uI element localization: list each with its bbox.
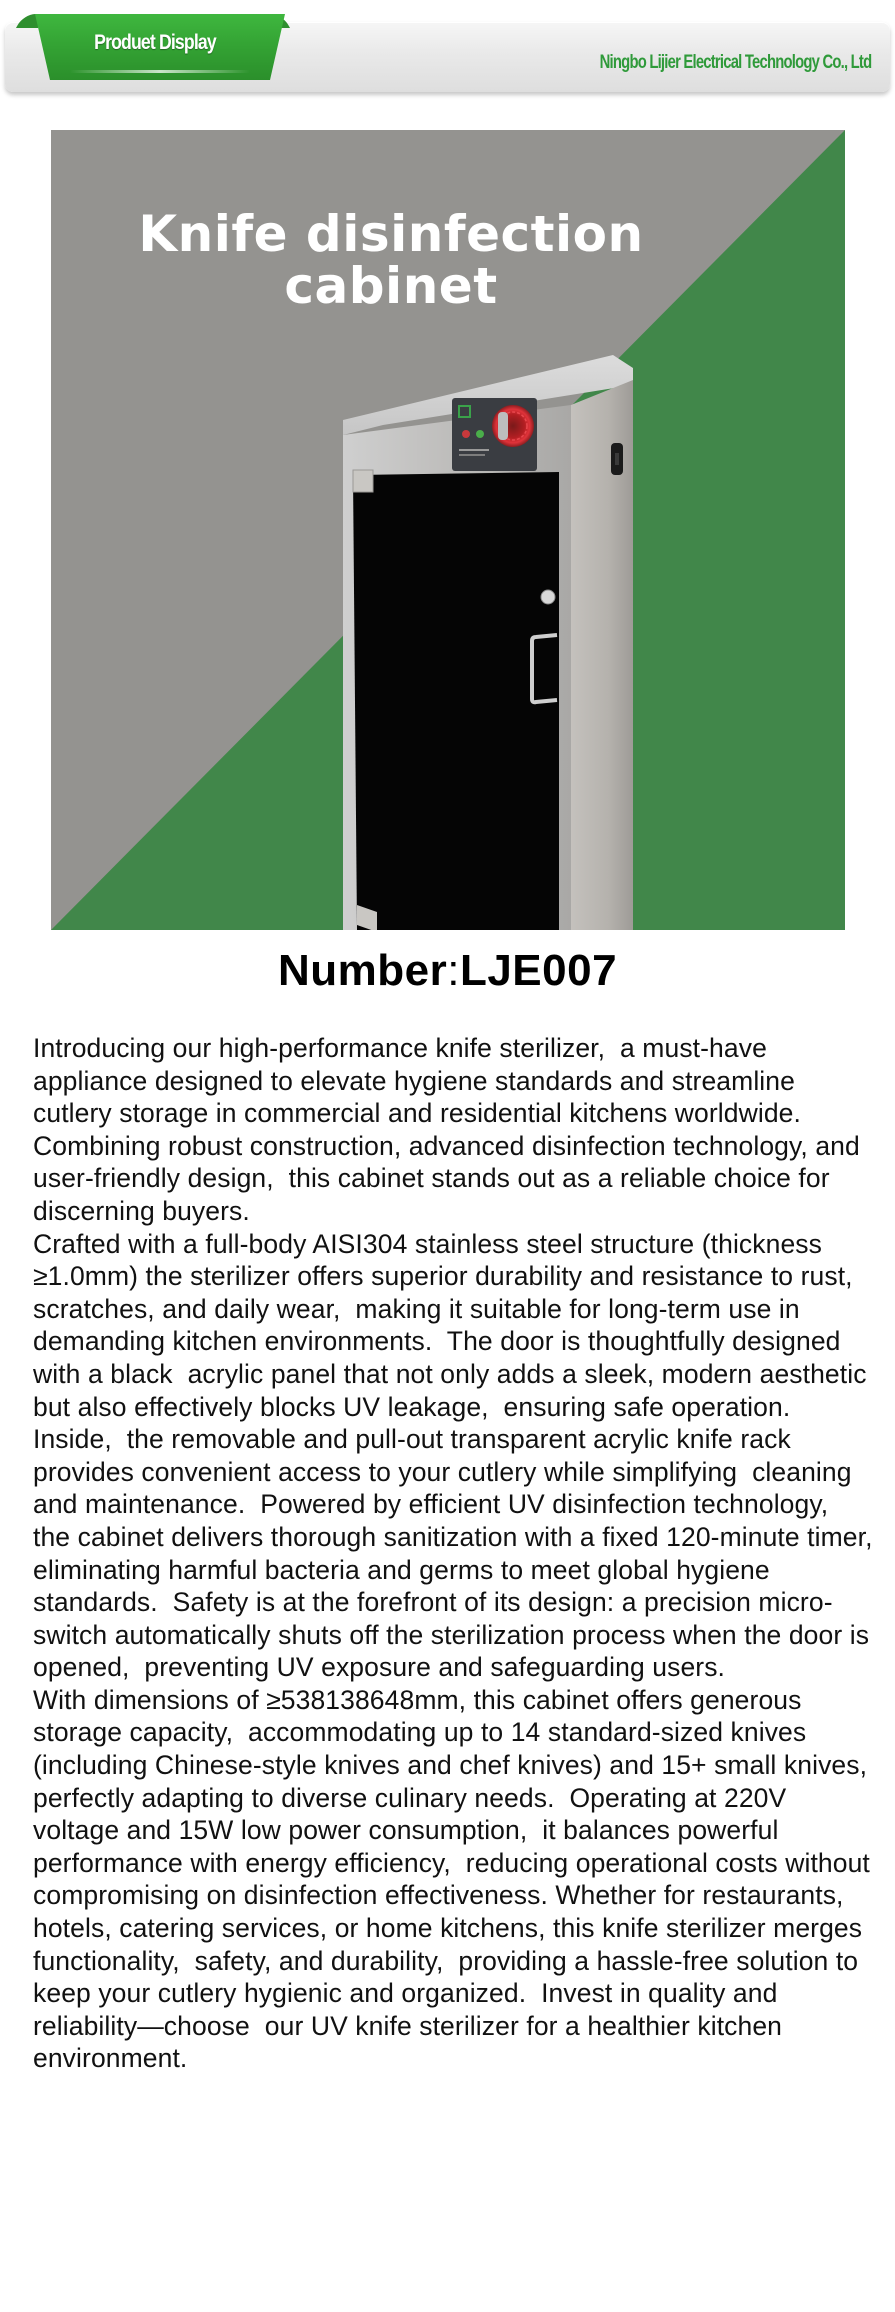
product-image xyxy=(51,130,845,930)
timer-knob-grip xyxy=(498,412,508,440)
door-lock xyxy=(541,590,555,604)
product-description xyxy=(33,1032,883,2075)
product-display-banner xyxy=(0,0,895,110)
cabinet-side-panel xyxy=(571,380,633,930)
cabinet-illustration xyxy=(291,350,651,930)
model-number-separator: : xyxy=(447,946,460,995)
section-title: Produet Display xyxy=(94,31,216,54)
ribbon-shine xyxy=(70,70,250,73)
door-hinge-top xyxy=(353,470,373,492)
black-acrylic-door xyxy=(353,472,559,930)
company-name: Ningbo Lijier Electrical Technology Co., Ltd xyxy=(599,52,871,73)
description-paragraph-construction: Crafted with a full-body AISI304 stainless steel structure (thickness ≥1.0mm) the sterilizer offers superior durability and resistance to rust, scratches, and daily wear, making it suitable for long-term use in demanding kitchen environments. The door is thoughtfully designed with a black acrylic panel that not only adds a sleek, modern aesthetic but also effectively blocks UV leakage, ensuring safe operation. xyxy=(33,1228,875,1422)
image-title-line-2: cabinet xyxy=(284,257,498,315)
description-paragraph-specs: With dimensions of ≥538138648mm, this cabinet offers generous storage capacity, accommodating up to 14 standard-sized knives (including Chinese-style knives and chef knives) and 15+ small knives, perfectly adapting to diverse culinary needs. Operating at 220V voltage and 15W low power consumption, it balances powerful performance with energy efficiency, reducing operational costs without compromising on disinfection effectiveness. Whether for restaurants, hotels, catering services, or home kitchens, this knife sterilizer merges functionality, safety, and durability, providing a hassle-free solution to keep your cutlery hygienic and organized. Invest in quality and reliability—choose our UV knife sterilizer for a healthier kitchen environment. xyxy=(33,1684,883,2074)
indicator-light-green xyxy=(476,430,484,438)
description-paragraph-intro: Introducing our high-performance knife sterilizer, a must-have appliance designed to elevate hygiene standards and streamline cutlery storage in commercial and residential kitchens worldwide. Combining robust construction, advanced disinfection technology, and user-friendly design, this cabinet stands out as a reliable choice for discerning buyers. xyxy=(33,1033,868,1226)
indicator-light-red xyxy=(462,430,470,438)
model-number-value: LJE007 xyxy=(459,946,618,995)
model-number-label: Number xyxy=(277,946,448,995)
image-title-line-1: Knife disinfection xyxy=(138,205,644,263)
image-title xyxy=(51,205,731,315)
model-number-heading xyxy=(0,946,895,996)
description-paragraph-features: Inside, the removable and pull-out transparent acrylic knife rack provides convenient access to your cutlery while simplifying cleaning and maintenance. Powered by efficient UV disinfection technology, the cabinet delivers thorough sanitization with a fixed 120-minute timer, eliminating harmful bacteria and germs to meet global hygiene standards. Safety is at the forefront of its design: a precision micro-switch automatically shuts off the sterilization process when the door is opened, preventing UV exposure and safeguarding users. xyxy=(33,1424,881,1683)
